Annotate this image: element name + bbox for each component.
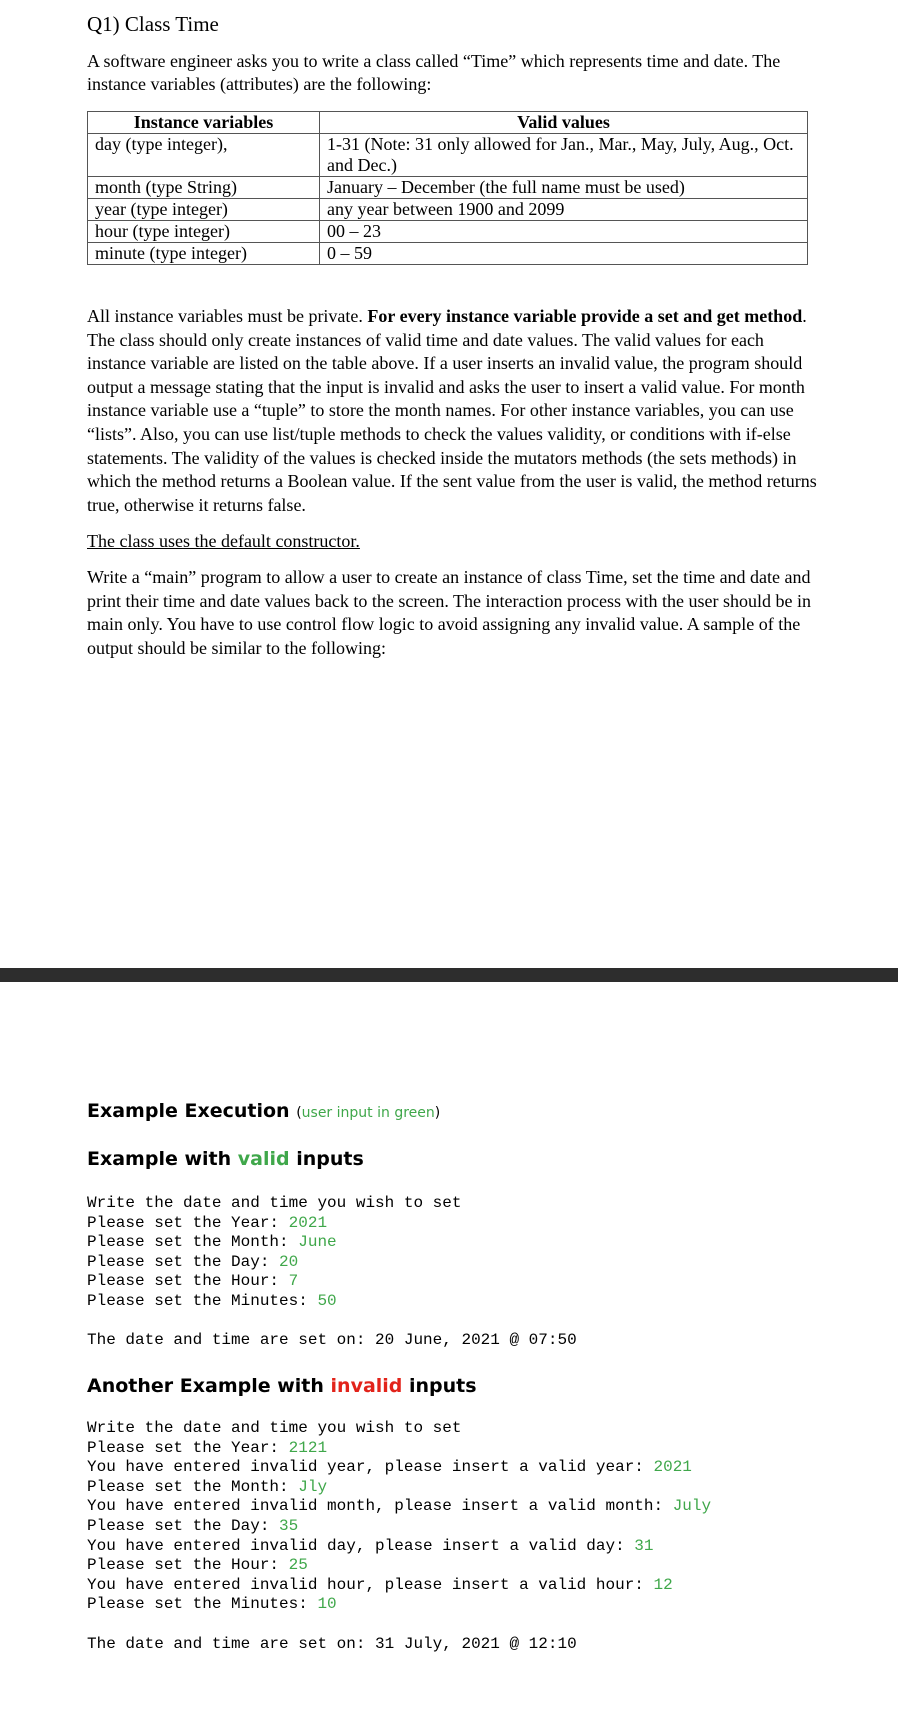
- intro-paragraph: A software engineer asks you to write a class called “Time” which represents time and date. The instance variables (attributes) are the following:: [87, 51, 781, 94]
- console-user-input: 35: [279, 1516, 299, 1535]
- console-user-input: 2021: [288, 1213, 328, 1232]
- console-user-input: 7: [288, 1272, 299, 1291]
- page-divider: [0, 968, 898, 982]
- table-row: [88, 221, 808, 243]
- table-cell: 00 – 23: [320, 221, 808, 243]
- instance-variables-table: [87, 111, 808, 265]
- table-cell: day (type integer),: [88, 134, 320, 177]
- note-open: (: [296, 1105, 302, 1121]
- console-prompt: Please set the Month:: [87, 1477, 299, 1496]
- main-program-paragraph: Write a “main” program to allow a user to create an instance of class Time, set the time and date and print their time and date values back to the screen. The interaction process with the user should be in main only. You have to use control flow logic to avoid assigning any invalid value. A sample of the output should be similar to the following:: [87, 567, 811, 658]
- table-cell: year (type integer): [88, 199, 320, 221]
- console-prompt: Please set the Day:: [87, 1252, 280, 1271]
- console-prompt: Please set the Hour:: [87, 1272, 289, 1291]
- console-line: [87, 1595, 711, 1615]
- console-prompt: Please set the Day:: [87, 1516, 280, 1535]
- console-line: [87, 1576, 711, 1596]
- console-prompt: You have entered invalid month, please insert a valid month:: [87, 1497, 673, 1516]
- console-line: [87, 1253, 577, 1273]
- invalid-word: invalid: [330, 1375, 403, 1397]
- note-text: user input in green: [301, 1105, 435, 1121]
- console-prompt: You have entered invalid hour, please insert a valid hour:: [87, 1575, 654, 1594]
- console-line: [87, 1214, 577, 1234]
- console-output-invalid: [87, 1419, 711, 1654]
- console-line: [87, 1233, 577, 1253]
- console-prompt: You have entered invalid year, please insert a valid year:: [87, 1458, 654, 1477]
- console-prompt: Please set the Minutes:: [87, 1291, 318, 1310]
- valid-heading-pre: Example with: [87, 1148, 238, 1170]
- requirements-rest: . The class should only create instances of valid time and date values. The valid values for each instance variable are listed on the table above. If a user inserts an invalid value, the program should output a message stating that the input is invalid and asks the user to insert a valid value. For month instance variable use a “tuple” to store the month names. For other instance variables, you can use “lists”. Also, you can use list/tuple methods to check the values validity, or conditions with if-else statements. The validity of the values is checked inside the mutators methods (the sets methods) in which the method returns a Boolean value. If the sent value from the user is valid, the method returns true, otherwise it returns false.: [87, 306, 817, 515]
- question-title: Q1) Class Time: [87, 12, 219, 36]
- console-prompt: Write the date and time you wish to set: [87, 1194, 462, 1212]
- console-line: [87, 1292, 577, 1312]
- console-user-input: 50: [317, 1291, 337, 1310]
- console-prompt: Please set the Month:: [87, 1233, 299, 1252]
- console-output-valid: [87, 1194, 577, 1351]
- table-cell: hour (type integer): [88, 221, 320, 243]
- console-user-input: 2021: [653, 1458, 692, 1477]
- console-prompt: The date and time are set on: 20 June, 2021 @ 07:50: [87, 1331, 577, 1350]
- console-user-input: July: [672, 1497, 712, 1516]
- console-user-input: 12: [653, 1575, 673, 1594]
- console-user-input: Jly: [298, 1477, 328, 1496]
- console-line: [87, 1194, 577, 1214]
- console-line: [87, 1419, 711, 1439]
- console-line: [87, 1312, 577, 1332]
- console-line: [87, 1331, 577, 1351]
- requirements-bold: For every instance variable provide a set and get method: [367, 306, 803, 326]
- console-line: [87, 1537, 711, 1557]
- table-header-row: [88, 112, 808, 134]
- console-line: [87, 1635, 711, 1655]
- table-row: [88, 177, 808, 199]
- table-cell: month (type String): [88, 177, 320, 199]
- table-row: [88, 243, 808, 265]
- console-line: [87, 1439, 711, 1459]
- console-prompt: You have entered invalid day, please insert a valid day:: [87, 1536, 635, 1555]
- console-prompt: Please set the Minutes:: [87, 1595, 318, 1614]
- constructor-note: The class uses the default constructor.: [87, 531, 360, 551]
- console-line: [87, 1615, 711, 1635]
- table-cell: January – December (the full name must be used): [320, 177, 808, 199]
- console-user-input: June: [298, 1233, 337, 1252]
- example-heading-text: Example Execution: [87, 1100, 290, 1122]
- console-user-input: 10: [317, 1595, 337, 1614]
- table-header-cell: Instance variables: [88, 112, 320, 134]
- console-user-input: 25: [288, 1556, 308, 1575]
- valid-heading-post: inputs: [289, 1148, 364, 1170]
- example-execution-heading: [87, 1098, 440, 1126]
- table-row: [88, 134, 808, 177]
- valid-example-heading: [87, 1146, 364, 1172]
- console-prompt: Write the date and time you wish to set: [87, 1419, 462, 1437]
- console-user-input: 31: [634, 1536, 654, 1555]
- console-prompt: Please set the Hour:: [87, 1556, 289, 1575]
- console-user-input: 20: [279, 1252, 299, 1271]
- valid-word: valid: [237, 1148, 290, 1170]
- table-cell: minute (type integer): [88, 243, 320, 265]
- table-row: [88, 199, 808, 221]
- table-header-cell: Valid values: [320, 112, 808, 134]
- console-prompt: Please set the Year:: [87, 1438, 289, 1457]
- example-note: [296, 1105, 440, 1121]
- console-line: [87, 1497, 711, 1517]
- table-cell: 1-31 (Note: 31 only allowed for Jan., Mar., May, July, Aug., Oct. and Dec.): [320, 134, 808, 177]
- console-line: [87, 1517, 711, 1537]
- console-line: [87, 1272, 577, 1292]
- invalid-heading-post: inputs: [402, 1375, 477, 1397]
- requirements-lead: All instance variables must be private.: [87, 306, 368, 326]
- table-cell: any year between 1900 and 2099: [320, 199, 808, 221]
- note-close: ): [434, 1105, 441, 1121]
- console-line: [87, 1478, 711, 1498]
- console-line: [87, 1458, 711, 1478]
- console-prompt: The date and time are set on: 31 July, 2021 @ 12:10: [87, 1634, 577, 1653]
- console-line: [87, 1556, 711, 1576]
- invalid-example-heading: [87, 1373, 477, 1399]
- table-cell: 0 – 59: [320, 243, 808, 265]
- invalid-heading-pre: Another Example with: [87, 1375, 331, 1397]
- console-prompt: Please set the Year:: [87, 1213, 289, 1232]
- requirements-paragraph: [87, 305, 827, 517]
- console-user-input: 2121: [288, 1438, 328, 1457]
